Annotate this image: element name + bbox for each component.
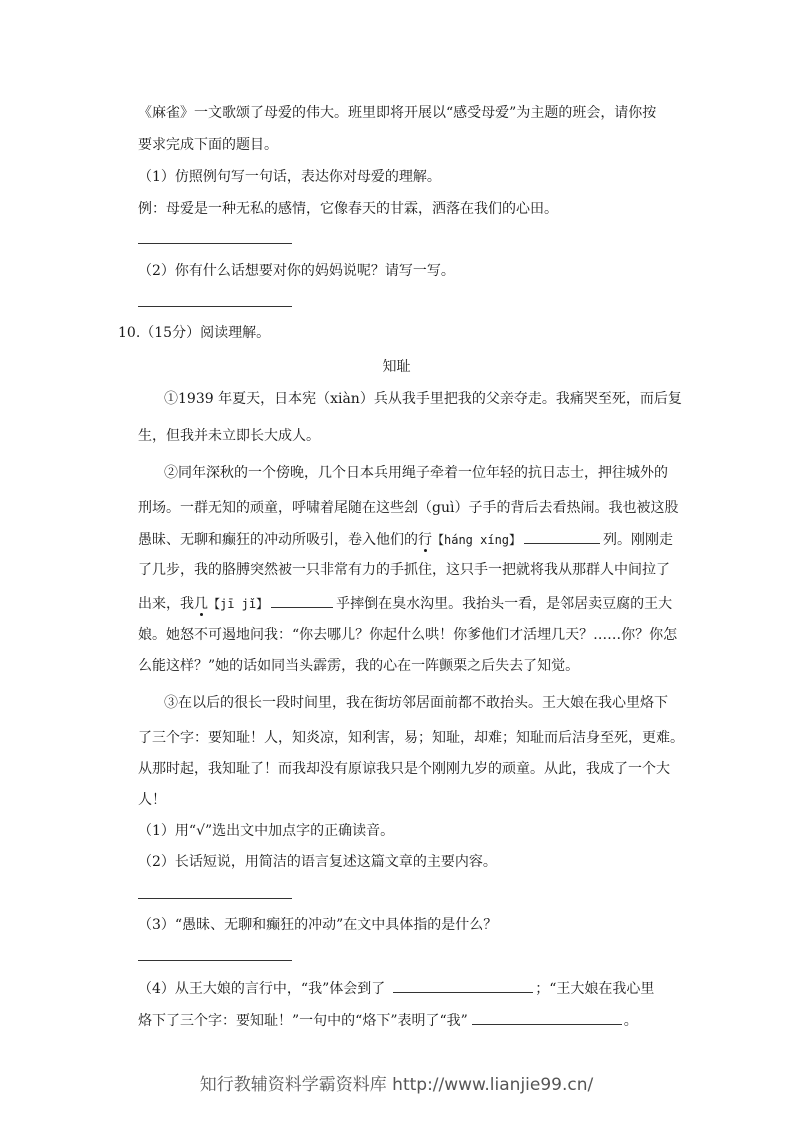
p2-line-5-text-a: 出来，我	[138, 596, 194, 612]
passage-p3-line-4: 人！	[138, 792, 166, 808]
example-sentence: 例：母爱是一种无私的感情，它像春天的甘霖，洒落在我们的心田。	[138, 201, 558, 217]
answer-blank-4b[interactable]	[472, 1010, 622, 1025]
passage-p3-line-1: ③在以后的很长一段时间里，我在街坊邻居面前都不敢抬头。王大娘在我心里烙下	[164, 695, 668, 711]
pinyin-blank-2[interactable]	[271, 593, 333, 608]
pinyin-options-2: 【jī jǐ】	[208, 597, 269, 611]
dotted-char-xing: 行	[418, 532, 432, 548]
passage-p1-line-2: 生，但我并未立即长大成人。	[138, 428, 320, 444]
sub-question-1: （1）用“√”选出文中加点字的正确读音。	[138, 823, 395, 839]
passage-p2-line-3	[138, 529, 673, 549]
intro-line-2: 要求完成下面的题目。	[138, 137, 278, 153]
p2-line-3-text-a: 愚昧、无聊和癫狂的冲动所吸引，卷入他们的	[138, 532, 418, 548]
answer-line-1[interactable]	[138, 243, 292, 244]
passage-p2-line-2: 刑场。一群无知的顽童，呼啸着尾随在这些刽（guì）子手的背后去看热闹。我也被这股	[138, 500, 679, 516]
sub-question-4-line-1	[138, 978, 654, 998]
p2-line-5-text-c: 乎摔倒在臭水沟里。我抬头一看，是邻居卖豆腐的王大	[336, 596, 673, 612]
passage-title: 知耻	[382, 359, 411, 375]
passage-p2-line-7: 么能这样？”她的话如同当头霹雳，我的心在一阵颤栗之后失去了知觉。	[138, 658, 580, 674]
sub-question-2: （2）长话短说，用简洁的语言复述这篇文章的主要内容。	[138, 854, 497, 870]
passage-p2-line-5	[138, 593, 672, 613]
answer-blank-4a[interactable]	[393, 978, 533, 993]
answer-line-3[interactable]	[138, 898, 292, 899]
footer-watermark: 知行教辅资料学霸资料库 http://www.lianjie99.cn/	[199, 1075, 594, 1095]
question-10-header: 10.（15分）阅读理解。	[118, 325, 271, 341]
passage-p3-line-2: 了三个字：要知耻！人，知炎凉，知利害，易；知耻，却难；知耻而后洁身至死，更难。	[138, 730, 684, 746]
sub-question-4-line-2	[138, 1010, 638, 1030]
answer-line-4[interactable]	[138, 960, 292, 961]
intro-line-1: 《麻雀》一文歌颂了母爱的伟大。班里即将开展以“感受母爱”为主题的班会，请你按	[138, 105, 657, 121]
s4-line-1-text-b: ；“王大娘在我心里	[535, 981, 655, 997]
passage-p2-line-1: ②同年深秋的一个傍晚，几个日本兵用绳子牵着一位年轻的抗日志士，押往城外的	[164, 465, 668, 481]
passage-p1-line-1: ①1939 年夏天，日本宪（xiàn）兵从我手里把我的父亲夺走。我痛哭至死，而后复	[164, 391, 682, 407]
p2-line-3-text-c: 列。刚刚走	[603, 532, 674, 548]
s4-line-2-text-a: 烙下了三个字：要知耻！”一句中的“烙下”表明了“我”	[138, 1013, 468, 1029]
answer-line-2[interactable]	[138, 306, 292, 307]
s4-line-1-text-a: （4）从王大娘的言行中，“我”体会到了	[138, 981, 386, 997]
pinyin-blank-1[interactable]	[524, 529, 600, 544]
dotted-char-ji: 几	[194, 596, 208, 612]
question-2: （2）你有什么话想要对你的妈妈说呢？请写一写。	[138, 263, 455, 279]
question-1: （1）仿照例句写一句话，表达你对母爱的理解。	[138, 169, 441, 185]
passage-p2-line-4: 了几步，我的胳膊突然被一只非常有力的手抓住，这只手一把就将我从那群人中间拉了	[138, 562, 670, 578]
sub-question-3: （3）“愚昧、无聊和癫狂的冲动”在文中具体指的是什么？	[138, 917, 498, 933]
passage-p3-line-3: 从那时起，我知耻了！而我却没有原谅我只是个刚刚九岁的顽童。从此，我成了一个大	[138, 761, 670, 777]
s4-line-2-text-b: 。	[623, 1013, 638, 1029]
pinyin-options-1: 【háng xíng】	[432, 533, 522, 547]
passage-p2-line-6: 娘。她怒不可遏地问我：“你去哪儿？你起什么哄！你爹他们才活埋几天？……你？你怎	[138, 627, 678, 643]
